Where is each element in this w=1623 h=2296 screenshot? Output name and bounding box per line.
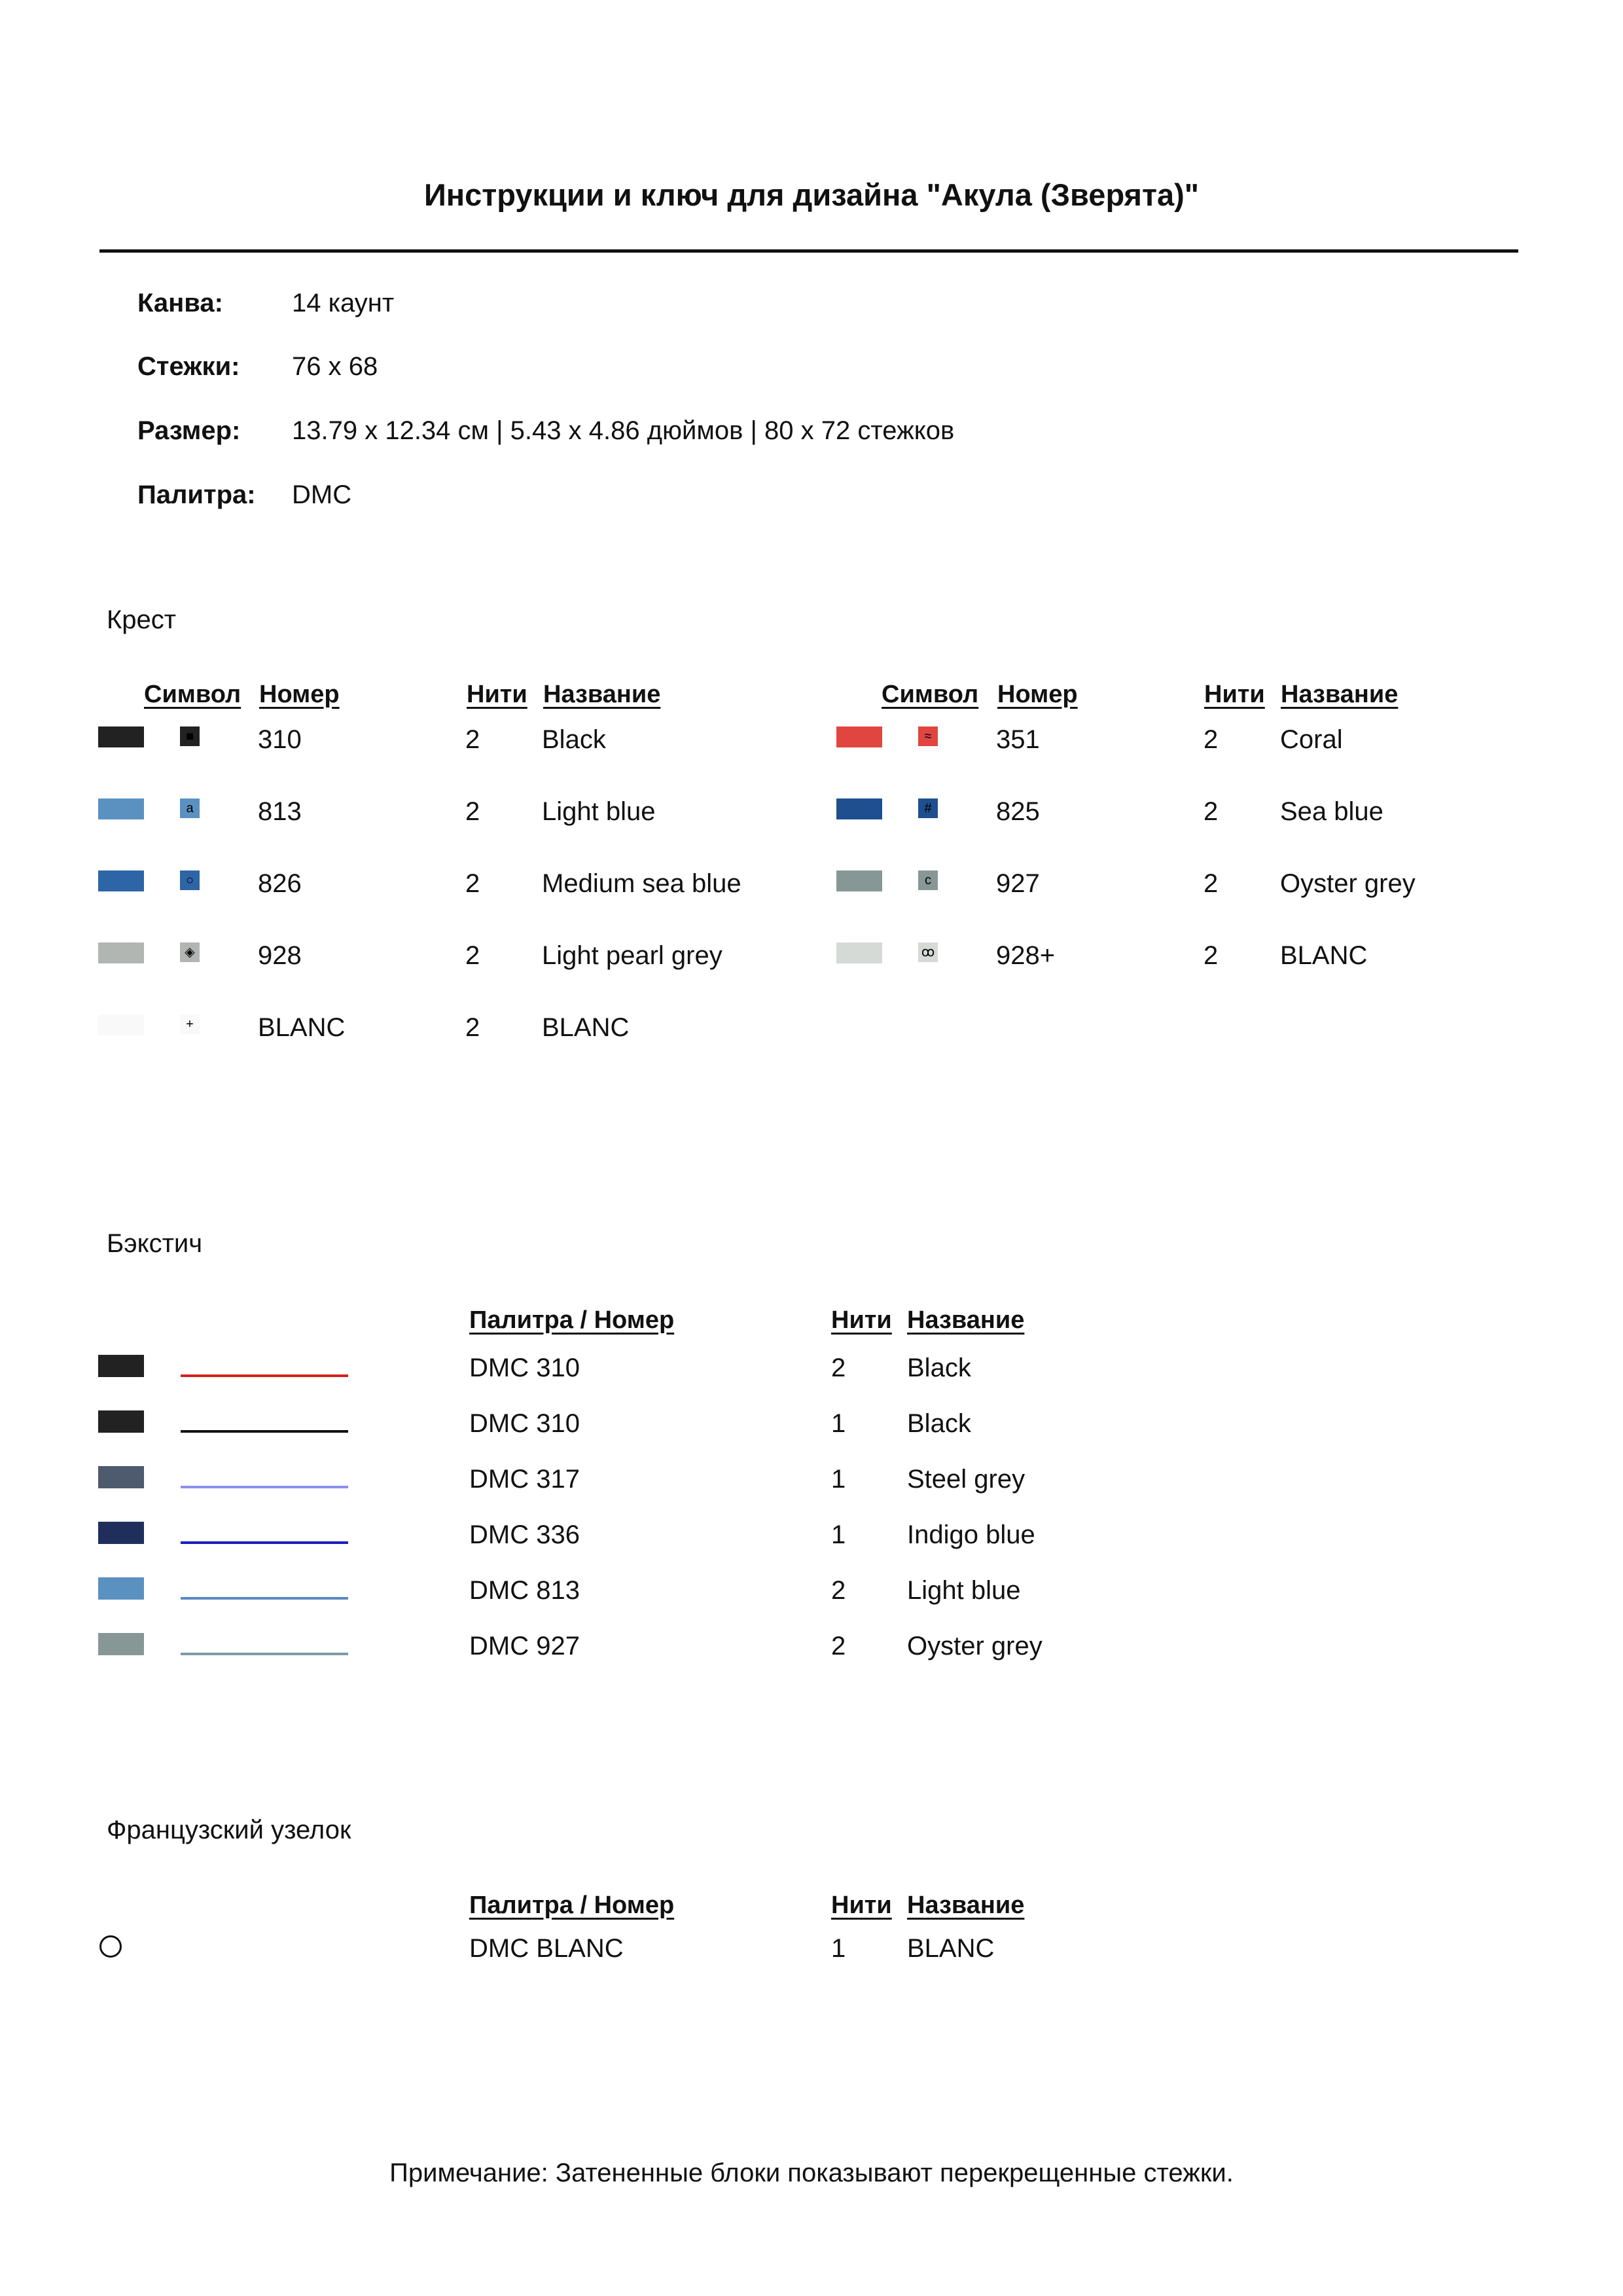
cross-header-name-left: Название: [543, 681, 661, 708]
thread-number: 825: [996, 797, 1040, 826]
thread-number: 813: [258, 797, 302, 826]
thread-name: BLANC: [1280, 941, 1368, 970]
french-knot-name: BLANC: [907, 1934, 995, 1963]
thread-strands: 2: [465, 941, 480, 970]
color-swatch: [98, 1410, 144, 1433]
backstitch-palette-number: DMC 310: [469, 1354, 580, 1382]
backstitch-line-sample: [181, 1597, 348, 1600]
stitch-symbol-icon: ꝏ: [918, 942, 938, 962]
cross-header-strands-right: Нити: [1204, 681, 1265, 708]
info-value-canvas: 14 каунт: [292, 289, 395, 317]
backstitch-line-sample: [181, 1486, 348, 1488]
color-swatch: [836, 870, 882, 891]
thread-name: Light pearl grey: [542, 941, 722, 970]
title-divider: [99, 249, 1518, 253]
thread-name: Sea blue: [1280, 797, 1383, 826]
color-swatch: [98, 1522, 144, 1544]
thread-strands: 2: [465, 725, 480, 754]
stitch-symbol-icon: ≈: [918, 726, 938, 746]
backstitch-strands: 2: [831, 1576, 846, 1605]
backstitch-name: Light blue: [907, 1576, 1021, 1605]
thread-strands: 2: [465, 797, 480, 826]
stitch-symbol-icon: ○: [180, 870, 200, 890]
cross-header-number-right: Номер: [997, 681, 1078, 708]
backstitch-header-strands: Нити: [831, 1306, 892, 1334]
cross-header-strands-left: Нити: [467, 681, 527, 708]
info-value-stitches: 76 x 68: [292, 352, 378, 381]
thread-name: Medium sea blue: [542, 869, 741, 898]
backstitch-name: Black: [907, 1409, 971, 1438]
document-title: Инструкции и ключ для дизайна "Акула (Зверята)": [423, 177, 1200, 212]
color-swatch: [98, 1633, 144, 1655]
stitch-symbol-icon: ◈: [180, 942, 200, 962]
french-knot-palette-number: DMC BLANC: [469, 1934, 624, 1963]
thread-strands: 2: [1204, 941, 1219, 970]
french-knot-header-palette: Палитра / Номер: [469, 1892, 675, 1919]
cross-section-title: Крест: [107, 605, 177, 634]
info-value-size: 13.79 x 12.34 см | 5.43 x 4.86 дюймов | 80 x 72 стежков: [292, 416, 955, 445]
color-swatch: [98, 1577, 144, 1600]
stitch-symbol-icon: +: [180, 1014, 200, 1034]
info-label-stitches: Стежки:: [137, 352, 240, 381]
backstitch-line-sample: [181, 1374, 348, 1377]
backstitch-header-name: Название: [907, 1306, 1025, 1334]
french-knot-strands: 1: [831, 1934, 846, 1963]
backstitch-palette-number: DMC 317: [469, 1465, 580, 1494]
backstitch-name: Oyster grey: [907, 1632, 1043, 1660]
thread-strands: 2: [465, 1013, 480, 1042]
info-label-size: Размер:: [137, 416, 241, 445]
thread-number: BLANC: [258, 1013, 346, 1042]
backstitch-strands: 1: [831, 1520, 846, 1549]
stitch-symbol-icon: c: [918, 870, 938, 890]
backstitch-palette-number: DMC 336: [469, 1520, 580, 1549]
backstitch-palette-number: DMC 927: [469, 1632, 580, 1660]
backstitch-line-sample: [181, 1541, 348, 1544]
color-swatch: [98, 1014, 144, 1035]
cross-header-symbol-right: Символ: [882, 681, 979, 708]
color-swatch: [836, 798, 882, 819]
thread-number: 310: [258, 725, 302, 754]
thread-strands: 2: [1204, 725, 1219, 754]
thread-number: 927: [996, 869, 1040, 898]
thread-strands: 2: [465, 869, 480, 898]
french-knot-header-name: Название: [907, 1892, 1025, 1919]
backstitch-name: Black: [907, 1354, 971, 1382]
stitch-symbol-icon: ■: [180, 726, 200, 746]
thread-name: BLANC: [542, 1013, 630, 1042]
stitch-symbol-icon: a: [180, 798, 200, 818]
color-swatch: [98, 942, 144, 963]
backstitch-name: Steel grey: [907, 1465, 1026, 1494]
color-swatch: [98, 798, 144, 819]
color-swatch: [98, 1355, 144, 1377]
thread-strands: 2: [1204, 869, 1219, 898]
thread-name: Light blue: [542, 797, 656, 826]
thread-strands: 2: [1204, 797, 1219, 826]
thread-number: 928+: [996, 941, 1056, 970]
color-swatch: [98, 726, 144, 747]
backstitch-strands: 2: [831, 1632, 846, 1660]
french-knot-header-strands: Нити: [831, 1892, 892, 1919]
french-knot-section-title: Французский узелок: [107, 1816, 351, 1844]
footnote: Примечание: Затененные блоки показывают перекрещенные стежки.: [389, 2159, 1234, 2187]
backstitch-line-sample: [181, 1430, 348, 1433]
color-swatch: [836, 726, 882, 747]
backstitch-strands: 1: [831, 1465, 846, 1494]
backstitch-name: Indigo blue: [907, 1520, 1035, 1549]
backstitch-palette-number: DMC 813: [469, 1576, 580, 1605]
backstitch-palette-number: DMC 310: [469, 1409, 580, 1438]
thread-name: Coral: [1280, 725, 1343, 754]
backstitch-line-sample: [181, 1653, 348, 1655]
thread-name: Oyster grey: [1280, 869, 1416, 898]
info-value-palette: DMC: [292, 480, 352, 509]
thread-number: 826: [258, 869, 302, 898]
stitch-symbol-icon: #: [918, 798, 938, 818]
cross-header-number-left: Номер: [259, 681, 340, 708]
color-swatch: [98, 1466, 144, 1488]
thread-number: 351: [996, 725, 1040, 754]
info-label-palette: Палитра:: [137, 480, 256, 509]
color-swatch: [836, 942, 882, 963]
backstitch-section-title: Бэкстич: [107, 1229, 203, 1258]
color-swatch: [98, 870, 144, 891]
backstitch-strands: 1: [831, 1409, 846, 1438]
cross-header-symbol-left: Символ: [144, 681, 241, 708]
french-knot-circle-icon: [99, 1935, 122, 1958]
backstitch-header-palette: Палитра / Номер: [469, 1306, 675, 1334]
cross-header-name-right: Название: [1281, 681, 1399, 708]
thread-number: 928: [258, 941, 302, 970]
thread-name: Black: [542, 725, 606, 754]
info-label-canvas: Канва:: [137, 289, 223, 317]
backstitch-strands: 2: [831, 1354, 846, 1382]
